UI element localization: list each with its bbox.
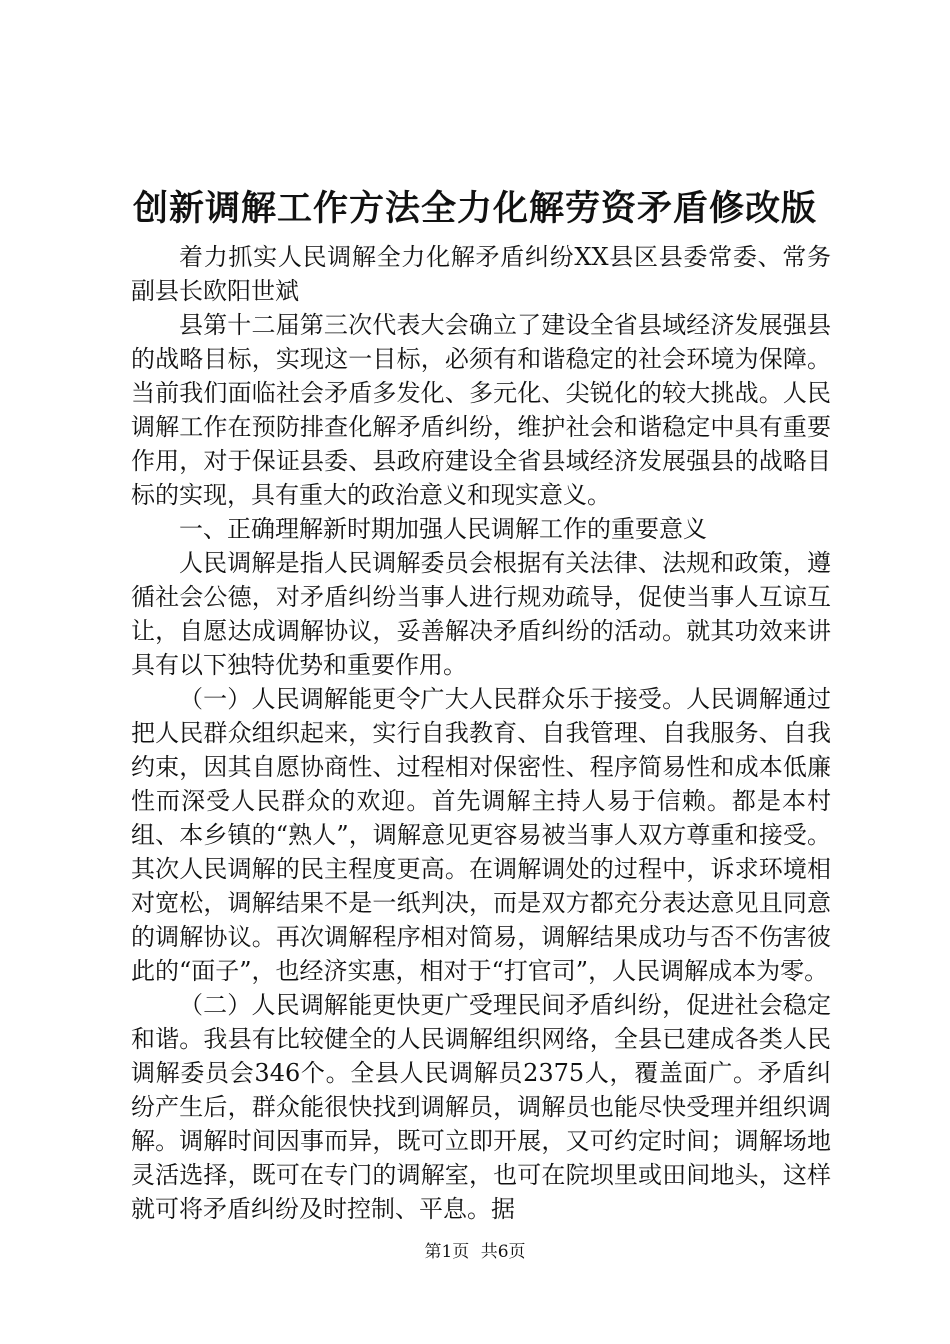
- author-line: 着力抓实人民调解全力化解矛盾纠纷XX县区县委常委、常务副县长欧阳世斌: [131, 243, 831, 305]
- body-paragraph: 县第十二届第三次代表大会确立了建设全省县域经济发展强县的战略目标，实现这一目标，必须有和谐稳定的社会环境为保障。当前我们面临社会矛盾多发化、多元化、尖锐化的较大挑战。人民调解工作在预防排查化解矛盾纠纷，维护社会和谐稳定中具有重要作用，对于保证县委、县政府建设全省县域经济发展强县的战略目标的实现，具有重大的政治意义和现实意义。: [131, 311, 831, 509]
- document-body: [131, 240, 831, 1226]
- page-number: 第1页: [424, 1242, 470, 1262]
- document-title: 创新调解工作方法全力化解劳资矛盾修改版: [132, 188, 817, 229]
- body-paragraph: （一）人民调解能更令广大人民群众乐于接受。人民调解通过把人民群众组织起来，实行自我教育、自我管理、自我服务、自我约束，因其自愿协商性、过程相对保密性、程序简易性和成本低廉性而深受人民群众的欢迎。首先调解主持人易于信赖。都是本村组、本乡镇的“熟人”，调解意见更容易被当事人双方尊重和接受。其次人民调解的民主程度更高。在调解调处的过程中，诉求环境相对宽松，调解结果不是一纸判决，而是双方都充分表达意见且同意的调解协议。再次调解程序相对简易，调解结果成功与否不伤害彼此的“面子”，也经济实惠，相对于“打官司”，人民调解成本为零。: [131, 685, 831, 985]
- page-footer: [0, 1240, 950, 1264]
- body-paragraph: 人民调解是指人民调解委员会根据有关法律、法规和政策，遵循社会公德，对矛盾纠纷当事人进行规劝疏导，促使当事人互谅互让，自愿达成调解协议，妥善解决矛盾纠纷的活动。就其功效来讲具有以下独特优势和重要作用。: [131, 549, 831, 679]
- page-total: 共6页: [480, 1242, 526, 1262]
- section-heading: 一、正确理解新时期加强人民调解工作的重要意义: [179, 515, 707, 543]
- body-paragraph: （二）人民调解能更快更广受理民间矛盾纠纷，促进社会稳定和谐。我县有比较健全的人民调解组织网络，全县已建成各类人民调解委员会346个。全县人民调解员2375人，覆盖面广。矛盾纠纷产生后，群众能很快找到调解员，调解员也能尽快受理并组织调解。调解时间因事而异，既可立即开展，又可约定时间；调解场地灵活选择，既可在专门的调解室，也可在院坝里或田间地头，这样就可将矛盾纠纷及时控制、平息。据: [131, 991, 831, 1223]
